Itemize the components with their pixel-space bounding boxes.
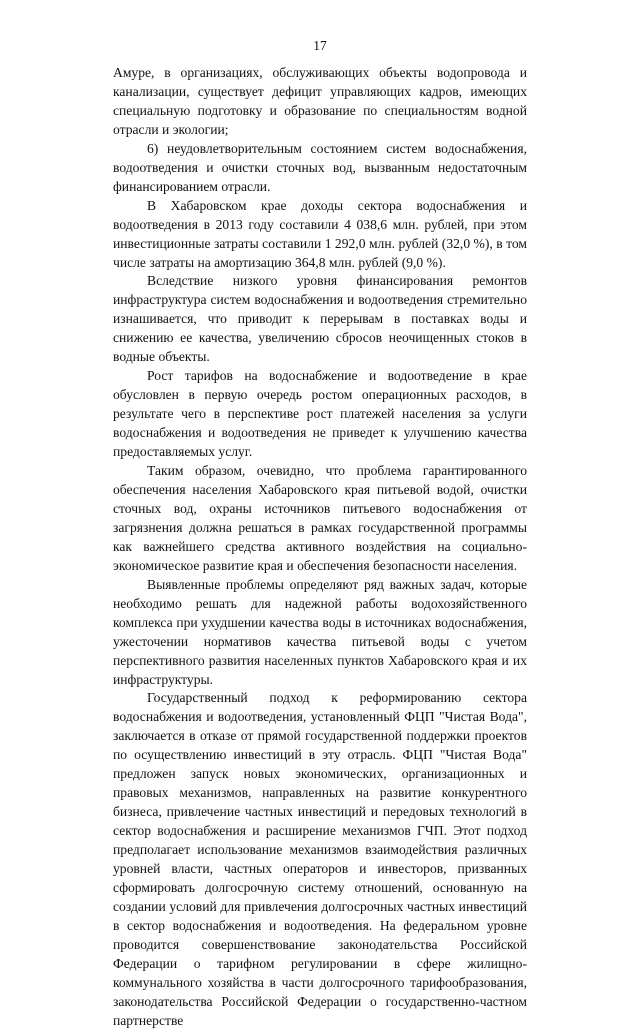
paragraph-item-6: 6) неудовлетворительным состоянием систем водоснабжения, водоотведения и очистки сточных вод, вызванным недостаточным финансированием отрасли. [113, 140, 527, 194]
paragraph-continuation: Амуре, в организациях, обслуживающих объекты водопровода и канализации, существует дефицит управляющих кадров, имеющих специальную подготовку и образование по специальностям водной отрасли и экологии; [113, 65, 527, 137]
paragraph-tasks: Выявленные проблемы определяют ряд важных задач, которые необходимо решать для надежной работы водохозяйственного комплекса при ухудшении качества воды в источниках водоснабжения, ужесточении нормативов качества питьевой воды с учетом перспективного развития населенных пунктов Хабаровского края и их инфраструктуры. [113, 576, 527, 687]
paragraph-tariff-growth: Рост тарифов на водоснабжение и водоотведение в крае обусловлен в первую очередь ростом операционных расходов, в результате чего в перспективе рост платежей населения за услуги водоснабжения и водоотведения не приведет к улучшению качества предоставляемых услуг. [113, 368, 527, 460]
page-number: 17 [313, 38, 327, 53]
paragraph-conclusion: Таким образом, очевидно, что проблема гарантированного обеспечения населения Хабаровского края питьевой водой, очистки сточных вод, охраны источников питьевого водоснабжения от загрязнения должна решаться в рамках государственной программы как важнейшего средства активного воздействия на социально-экономическое развитие края и обеспечения безопасности населения. [113, 463, 527, 573]
paragraph-revenue: В Хабаровском крае доходы сектора водоснабжения и водоотведения в 2013 году составили 4 038,6 млн. рублей, при этом инвестиционные затраты составили 1 292,0 млн. рублей (32,0 %), в том числе затраты на амортизацию 364,8 млн. рублей (9,0 %). [113, 197, 527, 270]
body-text [113, 64, 527, 1031]
paragraph-infrastructure-wear: Вследствие низкого уровня финансирования ремонтов инфраструктура систем водоснабжения и водоотведения стремительно изнашивается, что приводит к перерывам в поставках воды и снижению ее качества, увеличению сбросов неочищенных стоков в водные объекты. [113, 273, 527, 365]
paragraph-state-approach: Государственный подход к реформированию сектора водоснабжения и водоотведения, установленный ФЦП "Чистая Вода", заключается в отказе от прямой государственной поддержки проектов по осуществлению инвестиций в эту отрасль. ФЦП "Чистая Вода" предложен запуск новых экономических, организационных и правовых механизмов, направленных на развитие конкурентного бизнеса, привлечение частных инвестиций и передовых технологий в сектор водоснабжения и расширение механизмов ГЧП. Этот подход предполагает использование механизмов взаимодействия различных уровней власти, частных операторов и инвесторов, призванных сформировать долгосрочную систему отношений, основанную на создании условий для привлечения долгосрочных частных инвестиций в сектор водоснабжения и водоотведения. На федеральном уровне проводится совершенствование законодательства Российской Федерации о тарифном регулировании в сфере жилищно-коммунального хозяйства в части долгосрочного тарифообразования, законодательства Российской Федерации о государственно-частном партнерстве [113, 690, 527, 1028]
